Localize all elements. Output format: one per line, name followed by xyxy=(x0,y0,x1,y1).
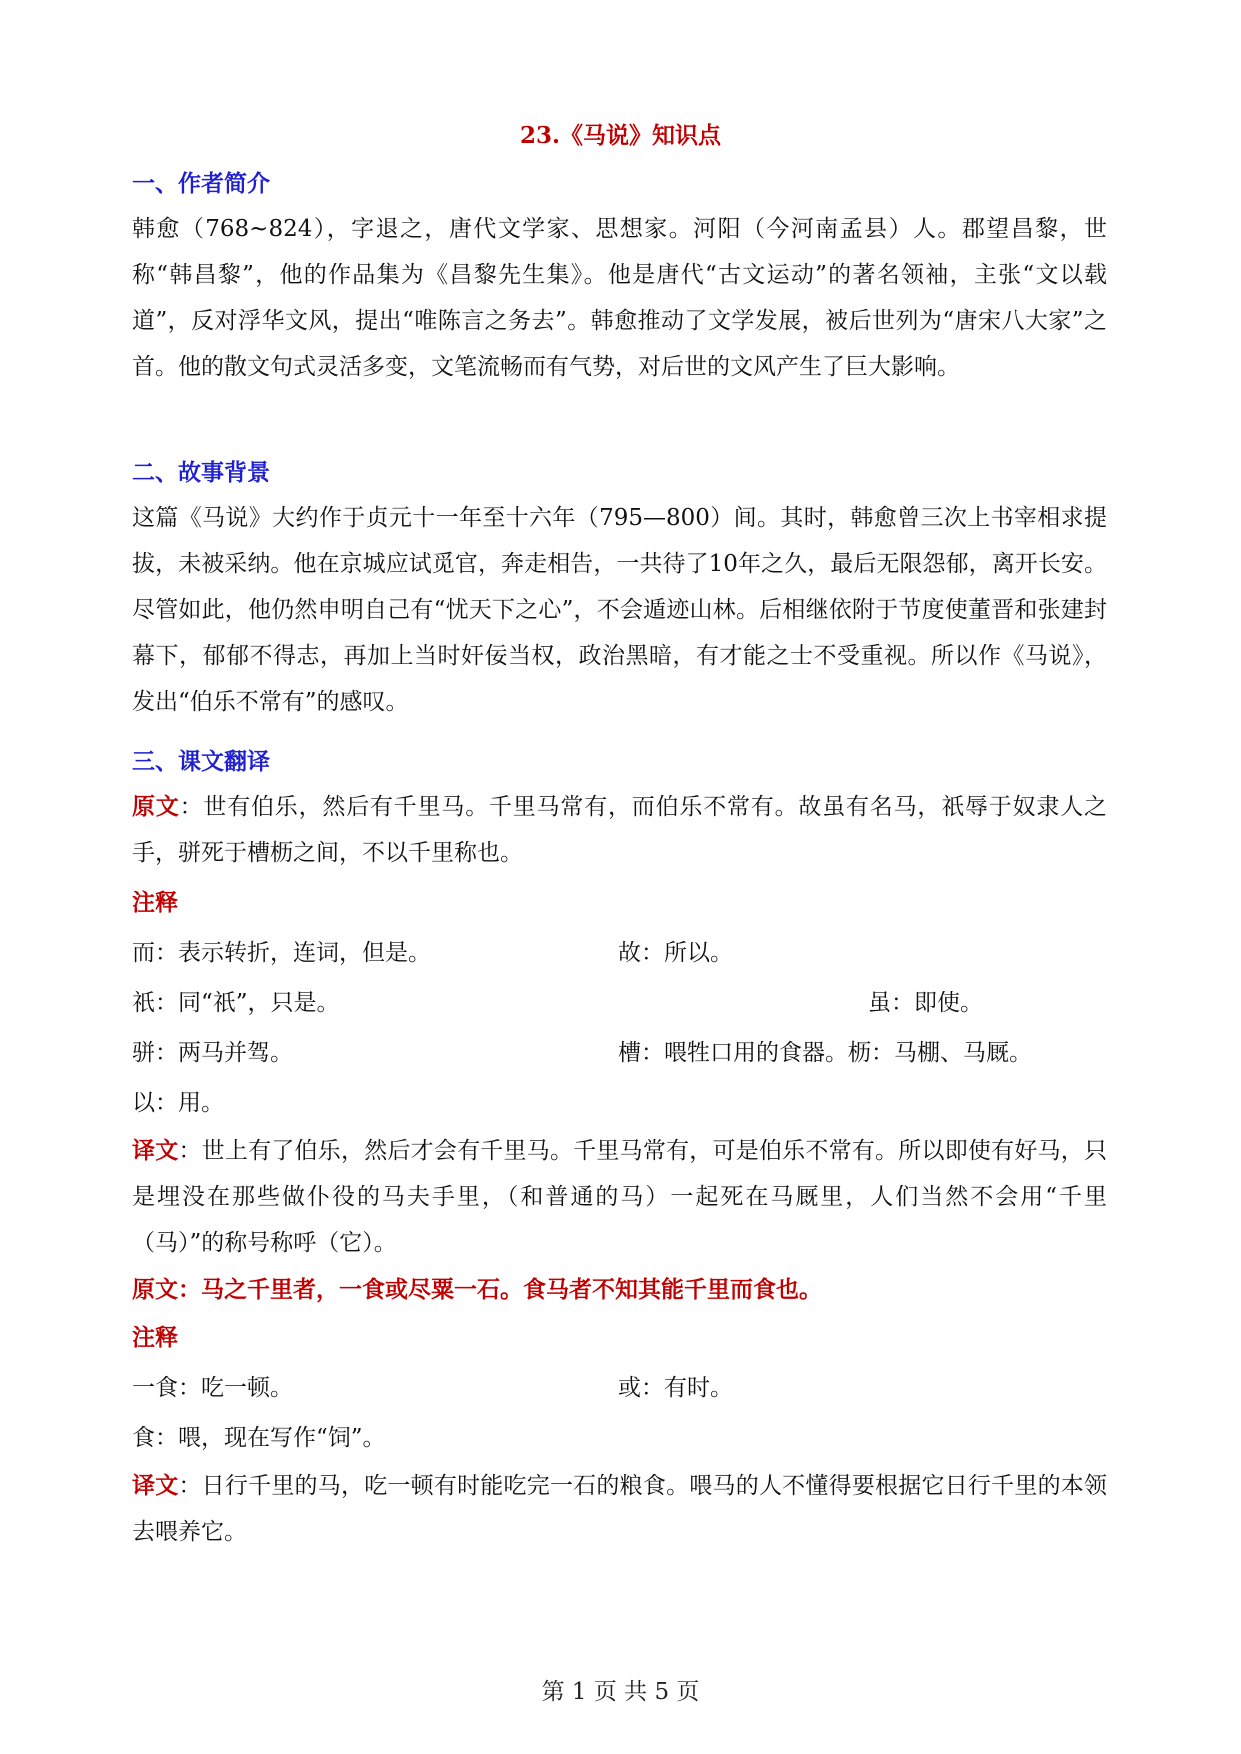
note-item: 而：表示转折，连词，但是。 xyxy=(132,940,431,966)
section-heading-translation: 三、课文翻译 xyxy=(132,748,270,775)
translation-label: 译文 xyxy=(132,1137,179,1164)
page-footer: 第 1 页 共 5 页 xyxy=(541,1679,700,1705)
translation-body: ：世上有了伯乐，然后才会有千里马。千里马常有，可是伯乐不常有。所以即使有好马，只是埋没在那些做仆役的马夫手里，（和普通的马）一起死在马厩里，人们当然不会用“千里（马）”的称号称呼（它）。 xyxy=(132,1138,1108,1256)
note-item: 槽：喂牲口用的食器。枥：马棚、马厩。 xyxy=(618,1040,1032,1066)
original-text-1 xyxy=(132,784,1107,876)
background-paragraph: 这篇《马说》大约作于贞元十一年至十六年（795—800）间。其时，韩愈曾三次上书宰相求提拔，未被采纳。他在京城应试觅官，奔走相告，一共待了10年之久，最后无限怨郁，离开长安。尽管如此，他仍然申明自己有“忧天下之心”，不会遁迹山林。后相继依附于节度使董晋和张建封幕下，郁郁不得志，再加上当时奸佞当权，政治黑暗，有才能之士不受重视。所以作《马说》，发出“伯乐不常有”的感叹。 xyxy=(132,505,1107,715)
notes-heading-2: 注释 xyxy=(132,1324,178,1351)
translation-label: 译文 xyxy=(132,1472,179,1499)
note-item: 食：喂，现在写作“饲”。 xyxy=(132,1425,386,1451)
note-item: 祇：同“祇”，只是。 xyxy=(132,990,340,1016)
note-item: 虽：即使。 xyxy=(868,990,983,1016)
translation-body: ：日行千里的马，吃一顿有时能吃完一石的粮食。喂马的人不懂得要根据它日行千里的本领去喂养它。 xyxy=(132,1473,1108,1545)
section-heading-author: 一、作者简介 xyxy=(132,170,270,197)
original-body: ：世有伯乐，然后有千里马。千里马常有，而伯乐不常有。故虽有名马，祇辱于奴隶人之手，骈死于槽枥之间，不以千里称也。 xyxy=(132,794,1108,866)
notes-heading-1: 注释 xyxy=(132,889,178,916)
note-item: 以：用。 xyxy=(132,1090,224,1116)
section-heading-background: 二、故事背景 xyxy=(132,459,270,486)
translation-text-1 xyxy=(132,1128,1107,1266)
original-label: 原文 xyxy=(132,793,180,820)
note-item: 一食：吃一顿。 xyxy=(132,1375,293,1401)
original-text-2: 原文：马之千里者，一食或尽粟一石。食马者不知其能千里而食也。 xyxy=(132,1276,822,1303)
note-item: 故：所以。 xyxy=(618,940,733,966)
author-paragraph: 韩愈（768~824），字退之，唐代文学家、思想家。河阳（今河南孟县）人。郡望昌黎，世称“韩昌黎”，他的作品集为《昌黎先生集》。他是唐代“古文运动”的著名领袖，主张“文以载道”，反对浮华文风，提出“唯陈言之务去”。韩愈推动了文学发展，被后世列为“唐宋八大家”之首。他的散文句式灵活多变，文笔流畅而有气势，对后世的文风产生了巨大影响。 xyxy=(132,216,1107,380)
note-item: 或：有时。 xyxy=(618,1375,733,1401)
page-title: 23.《马说》知识点 xyxy=(519,122,721,149)
translation-text-2 xyxy=(132,1463,1107,1555)
note-item: 骈：两马并驾。 xyxy=(132,1040,293,1066)
